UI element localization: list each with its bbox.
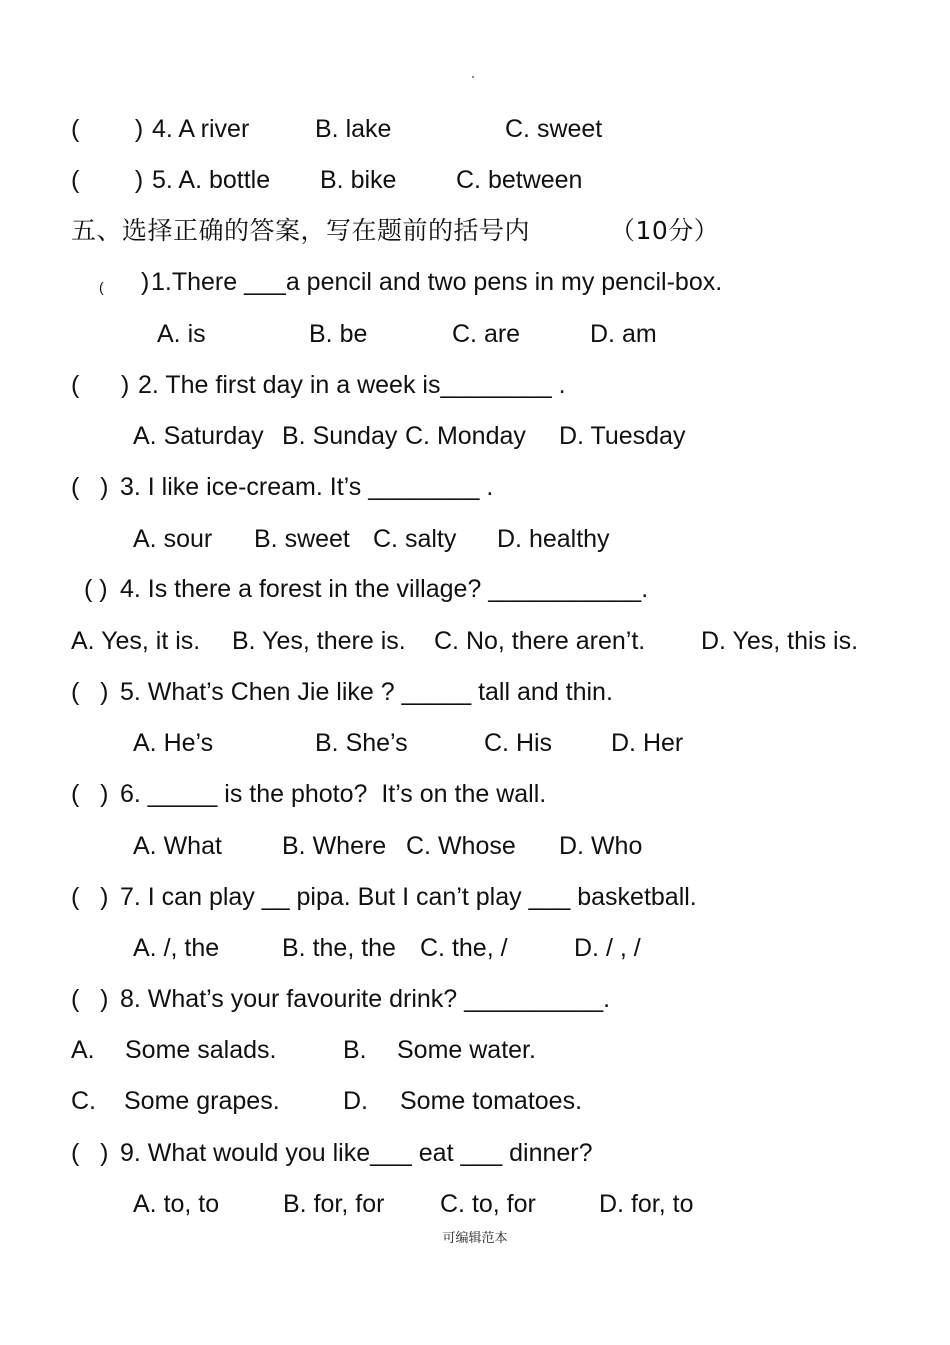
s5-q1-stem: 1.There ___a pencil and two pens in my pencil-box.	[151, 268, 723, 296]
s5-q7-option-a: A. /, the	[133, 934, 220, 962]
s5-q2-option-b: B. Sunday	[282, 422, 398, 450]
s5-q8-option-a-letter: A.	[71, 1036, 95, 1064]
s5-q8-option-c-letter: C.	[71, 1087, 96, 1115]
s5-q3-option-b: B. sweet	[254, 525, 350, 553]
s5-q8-option-b-text: Some water.	[397, 1036, 536, 1064]
s5-q1-option-b: B. be	[309, 320, 368, 348]
s5-q8-option-a-text: Some salads.	[125, 1036, 277, 1064]
s5-q1-paren-close: )	[141, 268, 150, 296]
s5-q8-paren: ( )	[71, 985, 109, 1013]
s5-q1-option-c: C. are	[452, 320, 521, 348]
s5-q4-option-b: B. Yes, there is.	[232, 627, 406, 655]
q4-option-b: B. lake	[315, 115, 392, 143]
s5-q3-option-c: C. salty	[373, 525, 457, 553]
s5-q6-option-b: B. Where	[282, 832, 387, 860]
s5-q8-option-d-letter: D.	[343, 1087, 368, 1115]
s5-q6-option-a: A. What	[133, 832, 222, 860]
s5-q7-stem: 7. I can play __ pipa. But I can’t play ___ basketball.	[120, 883, 697, 911]
s5-q9-option-d: D. for, to	[599, 1190, 694, 1218]
s5-q8-option-c-text: Some grapes.	[124, 1087, 280, 1115]
s5-q9-paren: ( )	[71, 1139, 109, 1167]
s5-q7-paren: ( )	[71, 883, 109, 911]
s5-q6-paren: ( )	[71, 780, 109, 808]
s5-q7-option-b: B. the, the	[282, 934, 396, 962]
s5-q2-option-d: D. Tuesday	[559, 422, 686, 450]
s5-q9-stem: 9. What would you like___ eat ___ dinner?	[120, 1139, 593, 1167]
s5-q6-stem: 6. _____ is the photo? It’s on the wall.	[120, 780, 547, 808]
q4-option-c: C. sweet	[505, 115, 603, 143]
s5-q9-option-a: A. to, to	[133, 1190, 220, 1218]
q5-stem: 5. A. bottle	[152, 166, 271, 194]
s5-q7-option-d: D. / , /	[574, 934, 641, 962]
s5-q4-paren: ( )	[84, 575, 108, 603]
s5-q3-paren: ( )	[71, 473, 109, 501]
s5-q6-option-d: D. Who	[559, 832, 643, 860]
s5-q8-stem: 8. What’s your favourite drink? __________.	[120, 985, 611, 1013]
top-dot	[472, 76, 474, 78]
s5-q9-option-b: B. for, for	[283, 1190, 385, 1218]
s5-q5-option-a: A. He’s	[133, 729, 214, 757]
s5-q8-option-b-letter: B.	[343, 1036, 367, 1064]
section-score: （10分）	[610, 216, 720, 245]
s5-q5-option-b: B. She’s	[315, 729, 408, 757]
s5-q1-paren-open: (	[99, 279, 104, 295]
s5-q2-stem: 2. The first day in a week is________ .	[138, 371, 566, 399]
s5-q6-option-c: C. Whose	[406, 832, 516, 860]
q5-option-b: B. bike	[320, 166, 397, 194]
s5-q2-option-a: A. Saturday	[133, 422, 264, 450]
s5-q5-option-c: C. His	[484, 729, 553, 757]
s5-q4-option-d: D. Yes, this is.	[701, 627, 859, 655]
s5-q5-option-d: D. Her	[611, 729, 684, 757]
q5-paren: ( )	[71, 166, 144, 194]
s5-q5-stem: 5. What’s Chen Jie like ? _____ tall and thin.	[120, 678, 613, 706]
s5-q4-option-c: C. No, there aren’t.	[434, 627, 646, 655]
s5-q5-paren: ( )	[71, 678, 109, 706]
section-heading: 五、选择正确的答案，写在题前的括号内	[71, 216, 531, 245]
s5-q3-option-a: A. sour	[133, 525, 213, 553]
s5-q8-option-d-text: Some tomatoes.	[400, 1087, 583, 1115]
q4-paren: ( )	[71, 115, 144, 143]
s5-q2-option-c: C. Monday	[405, 422, 526, 450]
s5-q4-stem: 4. Is there a forest in the village? ___________.	[120, 575, 649, 603]
s5-q2-paren: ( )	[71, 371, 130, 399]
s5-q1-option-d: D. am	[590, 320, 657, 348]
q4-stem: 4. A river	[152, 115, 250, 143]
s5-q1-option-a: A. is	[157, 320, 206, 348]
q5-option-c: C. between	[456, 166, 583, 194]
s5-q4-option-a: A. Yes, it is.	[71, 627, 201, 655]
s5-q9-option-c: C. to, for	[440, 1190, 536, 1218]
s5-q3-stem: 3. I like ice-cream. It’s ________ .	[120, 473, 494, 501]
page-footer: 可编辑范本	[442, 1231, 508, 1246]
s5-q7-option-c: C. the, /	[420, 934, 508, 962]
s5-q3-option-d: D. healthy	[497, 525, 610, 553]
